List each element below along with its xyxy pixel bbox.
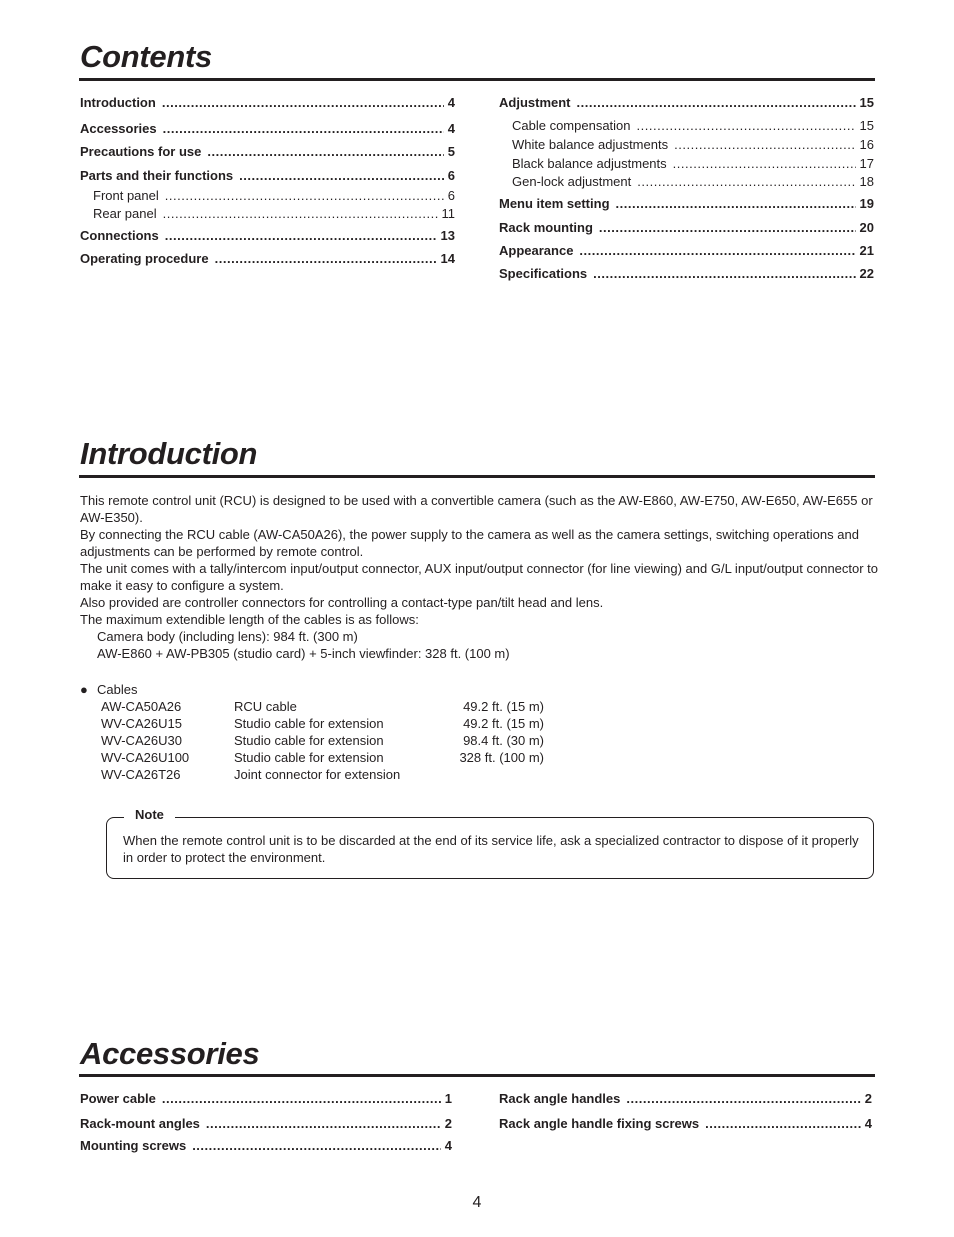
toc-entry (499, 192, 874, 216)
toc-label: Adjustment (499, 95, 571, 110)
cables-list (80, 681, 544, 783)
cable-row (80, 749, 544, 766)
cable-description: Joint connector for extension (234, 767, 401, 782)
toc-page-number: 22 (859, 266, 874, 282)
cable-description: RCU cable (234, 699, 297, 714)
toc-entry (80, 117, 455, 140)
toc-label: Accessories (80, 121, 157, 136)
toc-label: Black balance adjustments (512, 155, 667, 171)
cable-model: WV-CA26T26 (101, 767, 181, 782)
accessories-right-column (499, 1090, 872, 1135)
toc-entry (80, 1090, 452, 1107)
length-line: Camera body (including lens): 984 ft. (300 m) (97, 629, 358, 644)
cable-description: Studio cable for extension (234, 733, 384, 748)
intro-paragraph: The maximum extendible length of the cables is as follows: (80, 612, 419, 627)
cable-model: AW-CA50A26 (101, 699, 182, 714)
toc-label: Specifications (499, 266, 588, 282)
toc-page-number: 4 (444, 1138, 452, 1153)
cable-length (444, 766, 544, 783)
toc-label: Connections (80, 227, 159, 243)
dot-leader (593, 262, 855, 285)
cable-table (80, 698, 544, 783)
toc-entry (499, 94, 874, 111)
contents-left-column (80, 94, 455, 271)
toc-label: Cable compensation (512, 118, 631, 133)
intro-paragraph: This remote control unit (RCU) is designed to be used with a convertible camera (such as the AW-E860, AW-E750, AW-E650, AW-E655 or AW-E350). (80, 493, 873, 525)
toc-entry (80, 164, 455, 187)
dot-leader (192, 1135, 441, 1157)
toc-subentry (499, 173, 874, 192)
toc-label: Rear panel (93, 206, 157, 222)
toc-label: Rack mounting (499, 219, 593, 235)
cable-row (80, 766, 544, 783)
cable-length: 98.4 ft. (30 m) (463, 733, 544, 748)
intro-paragraph: By connecting the RCU cable (AW-CA50A26), the power supply to the camera as well as the camera settings, switching operations and adjustments can be performed by remote control. (80, 527, 859, 559)
toc-page-number: 21 (859, 242, 874, 258)
toc-page-number: 2 (444, 1116, 452, 1131)
toc-page-number: 15 (859, 118, 874, 133)
toc-label: Gen-lock adjustment (512, 174, 632, 190)
toc-subentry (80, 205, 455, 224)
toc-entry (499, 262, 874, 285)
dot-leader (674, 136, 855, 155)
dot-leader (206, 1113, 441, 1135)
toc-page-number: 2 (864, 1091, 872, 1106)
cable-length: 49.2 ft. (15 m) (463, 699, 544, 714)
toc-label: Power cable (80, 1091, 156, 1106)
toc-entry (80, 224, 455, 248)
accessories-rule (79, 1074, 875, 1077)
dot-leader (616, 192, 856, 216)
length-line: AW-E860 + AW-PB305 (studio card) + 5-inch viewfinder: 328 ft. (100 m) (97, 646, 510, 661)
cable-description: Studio cable for extension (234, 716, 384, 731)
cable-row (80, 732, 544, 749)
toc-entry (80, 1113, 452, 1135)
dot-leader (599, 216, 856, 239)
dot-leader (673, 155, 856, 174)
intro-paragraph: The unit comes with a tally/intercom input/output connector, AUX input/output connector (for line viewing) and G/L input/output connector to make it easy to configure a system. (80, 561, 879, 593)
dot-leader (239, 164, 444, 187)
cable-description: Studio cable for extension (234, 750, 384, 765)
toc-page-number: 16 (859, 136, 874, 152)
dot-leader (577, 94, 856, 111)
toc-entry (80, 1135, 452, 1157)
toc-label: Rack-mount angles (80, 1116, 200, 1131)
toc-page-number: 6 (447, 187, 455, 203)
cable-length: 49.2 ft. (15 m) (463, 716, 544, 731)
bullet-icon: ● (80, 682, 88, 697)
toc-label: Precautions for use (80, 144, 202, 160)
toc-subentry (499, 136, 874, 155)
cable-model: WV-CA26U100 (101, 750, 190, 765)
introduction-rule (79, 475, 875, 478)
page-number: 4 (472, 1194, 482, 1211)
intro-paragraph: Also provided are controller connectors for controlling a contact-type pan/tilt head and lens. (80, 595, 604, 610)
toc-entry (80, 94, 455, 111)
contents-right-column (499, 94, 874, 286)
cable-row (80, 715, 544, 732)
dot-leader (162, 1090, 441, 1107)
dot-leader (162, 94, 444, 111)
note-text: When the remote control unit is to be discarded at the end of its service life, ask a specialized contractor to dispose of it properly in order to protect the environment. (123, 833, 859, 865)
toc-label: Mounting screws (80, 1138, 187, 1153)
toc-page-number: 1 (444, 1091, 452, 1106)
toc-label: Front panel (93, 187, 159, 203)
toc-label: Operating procedure (80, 251, 209, 267)
dot-leader (165, 224, 437, 248)
cable-length: 328 ft. (100 m) (459, 750, 544, 765)
dot-leader (637, 173, 855, 192)
toc-label: Introduction (80, 95, 156, 110)
dot-leader (215, 247, 437, 270)
toc-page-number: 4 (447, 121, 455, 136)
dot-leader (163, 117, 444, 140)
toc-page-number: 20 (859, 219, 874, 235)
contents-rule (79, 78, 875, 81)
accessories-left-column (80, 1090, 452, 1157)
cable-model: WV-CA26U15 (101, 716, 182, 731)
toc-page-number: 15 (859, 95, 874, 110)
toc-entry (499, 1090, 872, 1107)
dot-leader (626, 1090, 860, 1107)
toc-entry (499, 239, 874, 262)
toc-label: White balance adjustments (512, 136, 669, 152)
note-title: Note (124, 806, 175, 823)
toc-label: Rack angle handle fixing screws (499, 1116, 700, 1131)
toc-subentry (499, 117, 874, 136)
toc-page-number: 6 (447, 167, 455, 183)
introduction-body (80, 492, 880, 662)
toc-label: Menu item setting (499, 196, 610, 212)
dot-leader (637, 117, 856, 136)
toc-subentry (499, 155, 874, 174)
dot-leader (579, 239, 855, 262)
toc-page-number: 19 (859, 196, 874, 212)
toc-page-number: 5 (447, 144, 455, 160)
toc-subentry (80, 187, 455, 206)
toc-page-number: 13 (440, 227, 455, 243)
accessories-title: Accessories (80, 1036, 260, 1071)
toc-page-number: 14 (440, 251, 455, 267)
toc-page-number: 4 (864, 1116, 872, 1131)
toc-page-number: 11 (441, 206, 455, 222)
cables-heading-label: Cables (97, 682, 138, 697)
toc-page-number: 4 (447, 95, 455, 110)
contents-title: Contents (80, 39, 212, 74)
dot-leader (705, 1113, 861, 1135)
toc-entry (499, 1113, 872, 1135)
toc-entry (80, 247, 455, 270)
dot-leader (165, 187, 444, 206)
toc-label: Parts and their functions (80, 167, 234, 183)
toc-label: Rack angle handles (499, 1091, 621, 1106)
toc-entry (80, 140, 455, 163)
toc-entry (499, 216, 874, 239)
toc-label: Appearance (499, 242, 574, 258)
dot-leader (163, 205, 438, 224)
cable-model: WV-CA26U30 (101, 733, 182, 748)
toc-page-number: 18 (859, 174, 874, 190)
dot-leader (207, 140, 443, 163)
cables-heading (80, 681, 544, 698)
introduction-title: Introduction (80, 436, 258, 471)
cable-row (80, 698, 544, 715)
toc-page-number: 17 (859, 155, 874, 171)
